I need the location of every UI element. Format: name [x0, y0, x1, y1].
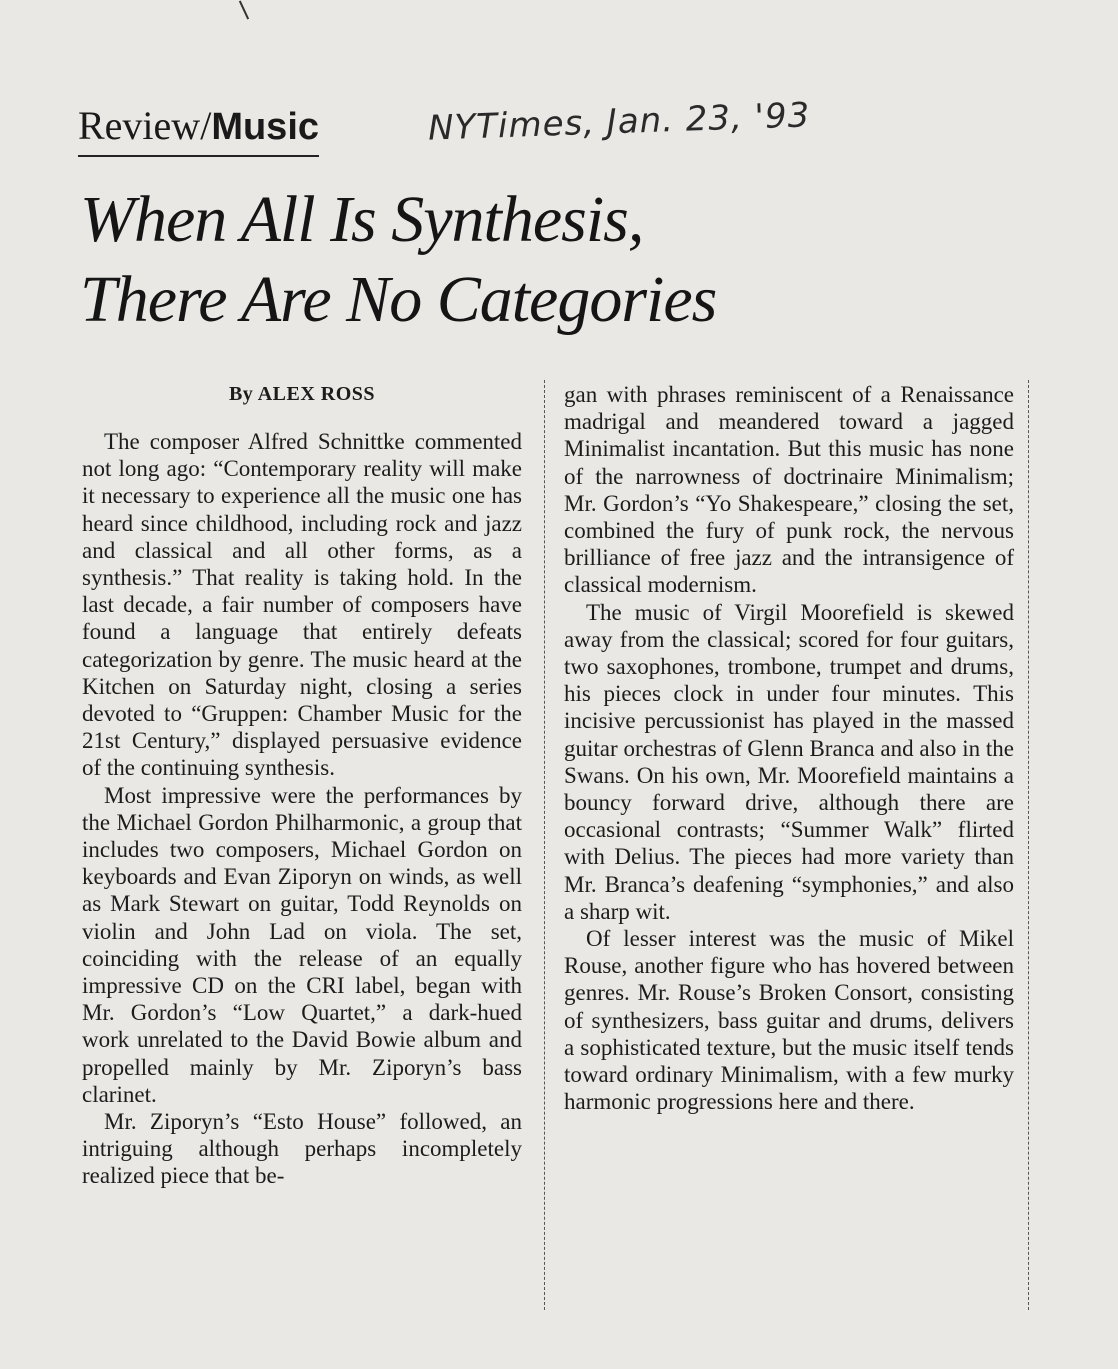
article-column-1 — [82, 380, 522, 1190]
paragraph: The music of Virgil Moorefield is skewed away from the classical; scored for four guitars, two saxophones, trombone, trumpet and drums, his pieces clock in under four minutes. This incisive percussionist has played in the massed guitar orchestras of Glenn Branca and also in the Swans. On his own, Mr. Moorefield maintains a bouncy forward drive, although there are occasional contrasts; “Summer Walk” flirted with Delius. The pieces had more variety than Mr. Branca’s deafening “symphonies,” and also a sharp wit. — [564, 599, 1014, 924]
kicker-review: Review/ — [78, 103, 212, 148]
headline — [80, 180, 980, 340]
byline: By ALEX ROSS — [228, 383, 376, 405]
paragraph: gan with phrases reminiscent of a Renaissance madrigal and meandered toward a jagged Minimalist incantation. But this music has none of the narrowness of doctrinaire Minimalism; Mr. Gordon’s “Yo Shakespeare,” closing the set, combined the fury of punk rock, the nervous brilliance of free jazz and the intransigence of classical modernism. — [564, 382, 1014, 598]
paragraph: The composer Alfred Schnittke commented not long ago: “Contemporary reality will make it necessary to experience all the music one has heard since childhood, including rock and jazz and classical and all other forms, as a synthesis.” That reality is taking hold. In the last decade, a fair number of composers have found a language that entirely defeats categorization by genre. The music heard at the Kitchen on Saturday night, closing a series devoted to “Gruppen: Chamber Music for the 21st Century,” displayed persuasive evidence of the continuing synthesis. — [82, 429, 522, 781]
kicker-music: Music — [211, 106, 320, 148]
article-column-2 — [564, 381, 1014, 1115]
section-kicker — [78, 100, 319, 157]
headline-line-2: There Are No Categories — [80, 263, 717, 336]
paragraph: Most impressive were the performances by the Michael Gordon Philharmonic, a group that includes two composers, Michael Gordon on keyboards and Evan Ziporyn on winds, as well as Mark Stewart on guitar, Todd Reynolds on violin and John Lad on viola. The set, coinciding with the release of an equally impressive CD on the CRI label, began with Mr. Gordon’s “Low Quartet,” a dark-hued work unrelated to the David Bowie album and propelled mainly by Mr. Ziporyn’s bass clarinet. — [82, 782, 522, 1107]
handwritten-source-note: NYTimes, Jan. 23, '93 — [427, 95, 811, 149]
paragraph: Mr. Ziporyn’s “Esto House” followed, an intriguing although perhaps incompletely realized piece that be- — [82, 1109, 522, 1189]
scratch-mark — [239, 1, 249, 20]
clipping-right-edge — [1028, 380, 1029, 1310]
paragraph: Of lesser interest was the music of Mikel Rouse, another figure who has hovered between genres. Mr. Rouse’s Broken Consort, consisting of synthesizers, bass guitar and drums, delivers a sophisticated texture, but the music itself tends toward ordinary Minimalism, with a few murky harmonic progressions here and there. — [564, 926, 1014, 1115]
column-divider — [544, 380, 545, 1310]
newspaper-clipping — [60, 80, 1040, 1350]
headline-line-1: When All Is Synthesis, — [80, 183, 644, 256]
